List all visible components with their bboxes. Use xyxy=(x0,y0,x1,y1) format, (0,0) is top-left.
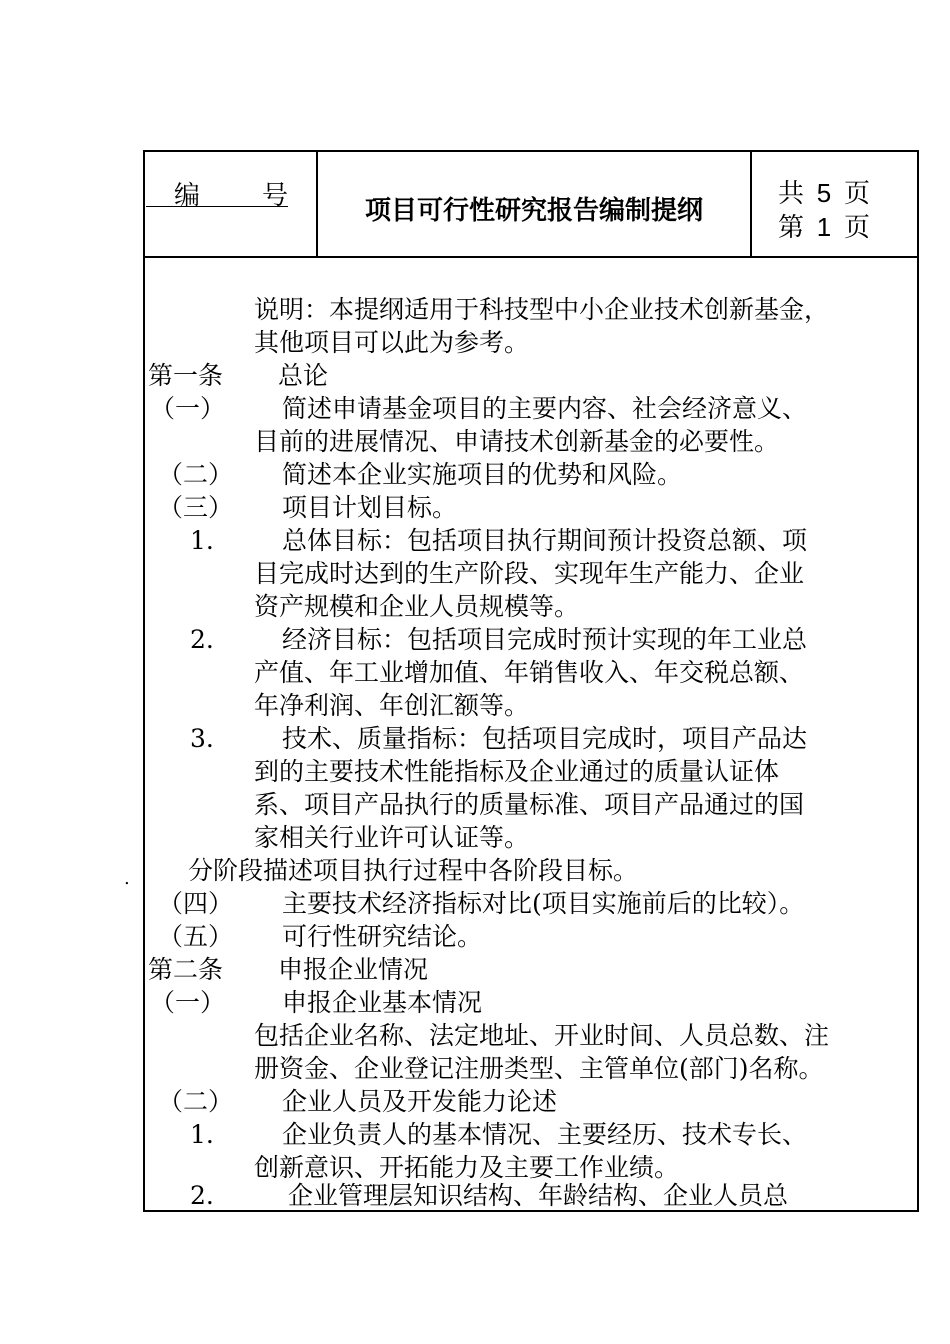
code-label-a: 编 xyxy=(174,181,201,211)
text-line: 家相关行业许可认证等。 xyxy=(254,823,530,852)
text-line: 可行性研究结论。 xyxy=(282,922,483,951)
text-line: 技术、质量指标：包括项目完成时，项目产品达 xyxy=(282,724,808,753)
text-line: 到的主要技术性能指标及企业通过的质量认证体 xyxy=(254,757,780,786)
text-line: 资产规模和企业人员规模等。 xyxy=(254,592,580,621)
page-total-prefix: 共 xyxy=(778,179,805,209)
text-line: 说明：本提纲适用于科技型中小企业技术创新基金， xyxy=(254,295,830,324)
text-line: 企业负责人的基本情况、主要经历、技术专长、 xyxy=(282,1120,808,1149)
section-number: 第一条 xyxy=(148,361,224,390)
text-line: 企业管理层知识结构、年龄结构、企业人员总 xyxy=(288,1181,789,1210)
header-divider-right xyxy=(750,150,752,258)
item-number: （三） xyxy=(158,493,234,522)
page-current-prefix: 第 xyxy=(778,213,805,243)
text-line: 目前的进展情况、申请技术创新基金的必要性。 xyxy=(254,427,780,456)
item-number: （一） xyxy=(150,988,226,1017)
text-line: 主要技术经济指标对比(项目实施前后的比较）。 xyxy=(282,889,805,918)
text-line: 简述申请基金项目的主要内容、社会经济意义、 xyxy=(282,394,808,423)
document-title: 项目可行性研究报告编制提纲 xyxy=(364,195,703,226)
text-line: 系、项目产品执行的质量标准、项目产品通过的国 xyxy=(254,790,805,819)
header-bottom-rule xyxy=(143,256,919,258)
text-line: 产值、年工业增加值、年销售收入、年交税总额、 xyxy=(254,658,805,687)
text-line: 册资金、企业登记注册类型、主管单位(部门)名称。 xyxy=(254,1054,824,1083)
item-number: （一） xyxy=(150,394,226,423)
page-total-number: 5 xyxy=(816,178,832,208)
text-line: 其他项目可以此为参考。 xyxy=(254,328,530,357)
item-number: 2. xyxy=(190,1181,214,1210)
code-label-b: 号 xyxy=(262,181,289,211)
item-number: （五） xyxy=(158,922,234,951)
text-line: 申报企业基本情况 xyxy=(282,988,483,1017)
item-number: 3. xyxy=(190,724,214,753)
section-title: 申报企业情况 xyxy=(278,955,429,984)
text-line: 项目计划目标。 xyxy=(282,493,458,522)
text-line: 年净利润、年创汇额等。 xyxy=(254,691,530,720)
page-current-suffix: 页 xyxy=(844,213,871,243)
text-line: 目完成时达到的生产阶段、实现年生产能力、企业 xyxy=(254,559,805,588)
section-number: 第二条 xyxy=(148,955,224,984)
page-total xyxy=(778,173,870,210)
text-line: 总体目标：包括项目执行期间预计投资总额、项 xyxy=(282,526,808,555)
section-title: 总论 xyxy=(278,361,329,390)
text-line: 简述本企业实施项目的优势和风险。 xyxy=(282,460,683,489)
item-number: 2. xyxy=(190,625,214,654)
item-number: 1. xyxy=(190,526,214,555)
page-total-suffix: 页 xyxy=(844,179,871,209)
item-number: （四） xyxy=(158,889,234,918)
page-current xyxy=(778,207,870,244)
item-number: （二） xyxy=(158,460,234,489)
text-line: 分阶段描述项目执行过程中各阶段目标。 xyxy=(188,856,639,885)
item-number: （二） xyxy=(158,1087,234,1116)
text-line: 企业人员及开发能力论述 xyxy=(282,1087,558,1116)
text-line: 包括企业名称、法定地址、开业时间、人员总数、注 xyxy=(254,1021,830,1050)
text-line: 经济目标：包括项目完成时预计实现的年工业总 xyxy=(282,625,808,654)
item-number: 1. xyxy=(190,1120,214,1149)
margin-mark: . xyxy=(124,868,130,889)
page-current-number: 1 xyxy=(816,212,832,242)
text-line: 创新意识、开拓能力及主要工作业绩。 xyxy=(254,1153,680,1182)
